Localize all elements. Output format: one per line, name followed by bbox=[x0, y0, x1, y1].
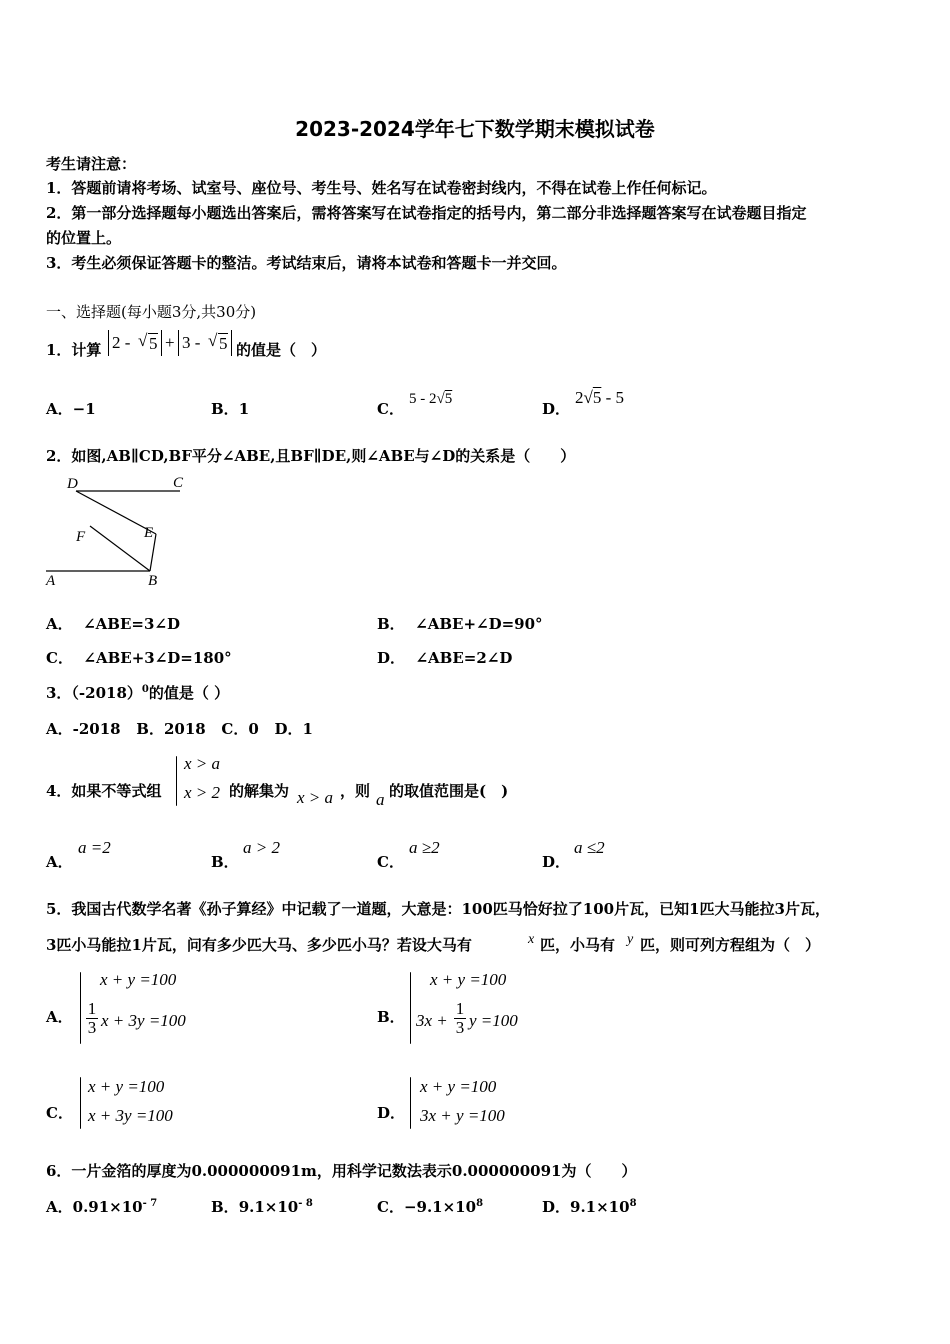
q5-var-y: y bbox=[627, 932, 634, 947]
brace-icon bbox=[410, 972, 411, 1044]
q1-option-d-value: 2√5 - 5 bbox=[575, 388, 625, 407]
q3-stem: 3．$(-2018)^0$的值是（ ） bbox=[46, 684, 230, 702]
section-heading: 一、选择题(每小题3分,共30分) bbox=[46, 303, 257, 321]
q5-option-d-eq2: 3x + y =100 bbox=[420, 1106, 505, 1125]
q2-option-a: A． ∠ABE=3∠D bbox=[46, 615, 180, 633]
label-d: D bbox=[67, 476, 78, 492]
q1-abs1: 2 - bbox=[112, 333, 131, 352]
q2-option-d: D． ∠ABE=2∠D bbox=[377, 649, 513, 667]
q6-option-c: C．$-9.1\times 10^8$ bbox=[377, 1198, 484, 1216]
q2-stem: 2．如图,AB∥CD,BF平分∠ABE,且BF∥DE,则∠ABE与∠D的关系是（ ） bbox=[46, 447, 576, 465]
q5-var-x: x bbox=[528, 932, 535, 947]
q2-geometry-figure bbox=[40, 470, 200, 592]
q5-option-a-eq2: x + 3y =100 bbox=[101, 1011, 186, 1030]
brace-icon bbox=[80, 972, 81, 1044]
sqrt-icon: √ bbox=[208, 331, 218, 350]
q4-comma: ，则 bbox=[340, 782, 371, 800]
q6-stem: 6．一片金箔的厚度为0.000000091m，用科学记数法表示0.000000091为（ ） bbox=[46, 1162, 637, 1180]
label-c: C bbox=[173, 475, 184, 491]
label-b: B bbox=[148, 573, 158, 589]
q4-option-c-value: a ≥2 bbox=[409, 838, 440, 857]
sqrt-icon: √ bbox=[138, 331, 148, 350]
notice-item-2: 2．第一部分选择题每小题选出答案后，需将答案写在试卷指定的括号内，第二部分非选择题答案写在试卷题目指定 bbox=[46, 204, 807, 222]
q3-option-a: A．-2018 bbox=[46, 720, 121, 738]
q3-option-b: B．2018 bbox=[136, 720, 206, 738]
q4-suffix: 的取值范围是( ) bbox=[389, 782, 509, 800]
q4-option-b-value: a > 2 bbox=[243, 838, 280, 857]
q1-rad2: 5 bbox=[219, 334, 228, 353]
notice-heading: 考生请注意： bbox=[46, 155, 137, 173]
q5-line2-pre: 3匹小马能拉1片瓦，问有多少匹大马、多少匹小马？若设大马有 bbox=[46, 936, 472, 954]
label-a: A bbox=[46, 573, 56, 589]
q5-option-b-eq2-pre: 3x + bbox=[416, 1011, 448, 1030]
q5-line2-post: 匹，则可列方程组为（ ） bbox=[640, 936, 821, 954]
q5-option-b-eq2-post: y =100 bbox=[469, 1011, 518, 1030]
q1-rad1: 5 bbox=[149, 334, 158, 353]
label-e: E bbox=[144, 525, 154, 541]
q4-option-c-label: C． bbox=[377, 853, 404, 871]
q4-var: a bbox=[376, 790, 385, 809]
page-title: 2023-2024学年七下数学期末模拟试卷 bbox=[295, 117, 655, 141]
q3-option-c: C．0 bbox=[221, 720, 259, 738]
q5-option-b-eq1: x + y =100 bbox=[430, 970, 507, 989]
q5-option-c-label: C． bbox=[46, 1104, 73, 1122]
notice-item-2-cont: 的位置上。 bbox=[46, 229, 122, 247]
sqrt-icon: √ bbox=[436, 391, 445, 407]
q4-middle: 的解集为 bbox=[229, 782, 290, 800]
q1-prefix: 1．计算 bbox=[46, 341, 102, 359]
q4-option-a-value: a =2 bbox=[78, 838, 111, 857]
abs-bar bbox=[161, 330, 162, 356]
q4-system-line2: x > 2 bbox=[184, 783, 221, 802]
fraction: $\frac{1}{3}$ bbox=[87, 999, 97, 1037]
brace-icon bbox=[80, 1077, 81, 1129]
q6-option-a: A．$0.91\times 10^{- 7}$ bbox=[46, 1198, 158, 1216]
q4-prefix: 4．如果不等式组 bbox=[46, 782, 162, 800]
q1-option-d-label: D． bbox=[542, 400, 571, 418]
q2-option-b: B． ∠ABE+∠D=90° bbox=[377, 615, 543, 633]
brace-icon bbox=[410, 1077, 411, 1129]
q5-line1: 5．我国古代数学名著《孙子算经》中记载了一道题，大意是：100匹马恰好拉了100片瓦，已知1匹大马能拉3片瓦， bbox=[46, 900, 830, 918]
q1-option-c-label: C． bbox=[377, 400, 404, 418]
q6-option-d: D．$9.1\times 10^8$ bbox=[542, 1198, 637, 1216]
q1-option-b: B．1 bbox=[211, 400, 250, 418]
q4-option-d-label: D． bbox=[542, 853, 571, 871]
q1-plus: + bbox=[165, 333, 175, 352]
abs-bar bbox=[231, 330, 232, 356]
q4-option-d-value: a ≤2 bbox=[574, 838, 605, 857]
sqrt-icon: √ bbox=[583, 388, 593, 407]
q1-option-c-value: 5 - 2√5 bbox=[409, 391, 453, 407]
q1-option-a: A．−1 bbox=[46, 400, 96, 418]
q3-options bbox=[46, 718, 313, 739]
brace-icon bbox=[176, 756, 177, 806]
q5-option-d-eq1: x + y =100 bbox=[420, 1077, 497, 1096]
q5-option-a-label: A． bbox=[46, 1008, 73, 1026]
abs-bar bbox=[178, 330, 179, 356]
q3-option-d: D．1 bbox=[274, 720, 313, 738]
notice-item-1: 1．答题前请将考场、试室号、座位号、考生号、姓名写在试卷密封线内，不得在试卷上作任何标记。 bbox=[46, 179, 717, 197]
fraction: $\frac{1}{3}$ bbox=[455, 999, 465, 1037]
abs-bar bbox=[108, 330, 109, 356]
q5-option-d-label: D． bbox=[377, 1104, 406, 1122]
q5-option-c-eq2: x + 3y =100 bbox=[88, 1106, 173, 1125]
q6-option-b: B．$9.1\times 10^{- 8}$ bbox=[211, 1198, 313, 1216]
label-f: F bbox=[76, 529, 86, 545]
q5-option-a-eq1: x + y =100 bbox=[100, 970, 177, 989]
q4-option-b-label: B． bbox=[211, 853, 239, 871]
q1-suffix: 的值是（ ） bbox=[236, 341, 327, 359]
q1-abs2: 3 - bbox=[182, 333, 201, 352]
q4-option-a-label: A． bbox=[46, 853, 73, 871]
notice-item-3: 3．考生必须保证答题卡的整洁。考试结束后，请将本试卷和答题卡一并交回。 bbox=[46, 254, 567, 272]
q2-option-c: C． ∠ABE+3∠D=180° bbox=[46, 649, 232, 667]
q5-line2-mid: 匹，小马有 bbox=[540, 936, 616, 954]
q4-solution: x > a bbox=[297, 788, 334, 807]
q4-system-line1: x > a bbox=[184, 754, 221, 773]
q5-option-b-label: B． bbox=[377, 1008, 405, 1026]
q5-option-c-eq1: x + y =100 bbox=[88, 1077, 165, 1096]
